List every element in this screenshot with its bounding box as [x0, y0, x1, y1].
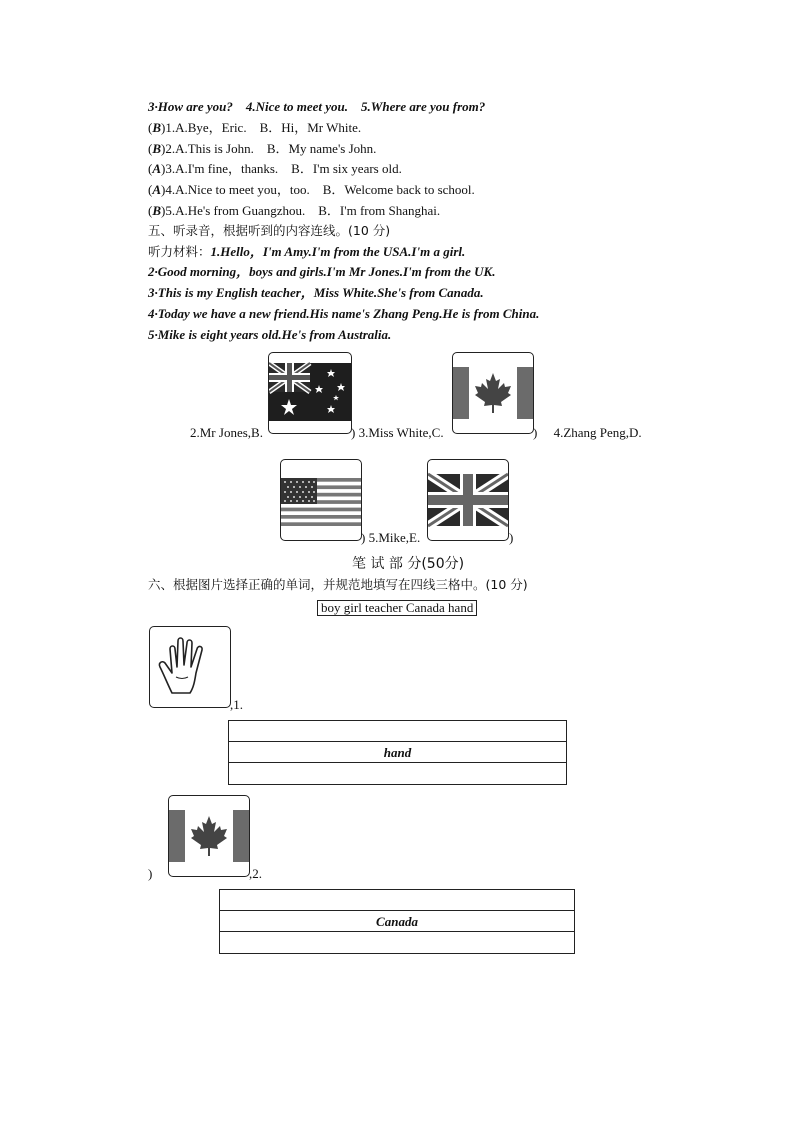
- q2-label: ,2.: [249, 866, 262, 881]
- material-label: 听力材料：: [148, 244, 211, 259]
- answer-text: )3.A.I'm fine，thanks. B．I'm six years old.: [161, 161, 402, 176]
- canada-flag: [452, 352, 534, 434]
- grid-row: [220, 890, 574, 911]
- section6-heading: 六、根据图片选择正确的单词，并规范地填写在四线三格中。(10 分): [148, 577, 528, 592]
- listening-material-2: 2·Good morning，boys and girls.I'm Mr Jones.I'm from the UK.: [148, 264, 496, 279]
- answer-letter: B: [152, 141, 162, 156]
- four-line-grid-1: [228, 720, 567, 785]
- grid-row: [220, 932, 574, 953]
- word-bank: boy girl teacher Canada hand: [317, 600, 477, 616]
- australia-flag: [268, 352, 352, 434]
- answer-text: )2.A.This is John. B．My name's John.: [161, 141, 377, 156]
- hand-icon: [150, 627, 230, 707]
- written-part-title: 笔 试 部 分(50分): [352, 556, 465, 572]
- uk-flag: [427, 459, 509, 541]
- listening-material-5: 5·Mike is eight years old.He's from Australia.: [148, 327, 392, 342]
- answer-text: )4.A.Nice to meet you，too. B．Welcome back to school.: [161, 182, 475, 197]
- match-label-mike: ) 5.Mike,E.: [361, 530, 421, 545]
- answer-line-1: (B)1.A.Bye，Eric. B．Hi，Mr White.: [148, 120, 362, 135]
- grid-answer-canada: Canada: [220, 911, 574, 932]
- listening-material-1: [148, 244, 465, 260]
- match-label-close: ): [509, 530, 514, 545]
- answer-line-2: (B)2.A.This is John. B．My name's John.: [148, 141, 377, 156]
- part4-header: 3·How are you? 4.Nice to meet you. 5.Where are you from?: [148, 99, 486, 114]
- four-line-grid-2: [219, 889, 575, 954]
- answer-letter: B: [152, 120, 162, 135]
- answer-letter: B: [152, 203, 162, 218]
- answer-letter: A: [152, 161, 162, 176]
- answer-text: )5.A.He's from Guangzhou. B．I'm from Shanghai.: [161, 203, 441, 218]
- q2-prefix: ): [148, 866, 153, 881]
- match-label-mr-jones: 2.Mr Jones,B.: [190, 425, 263, 440]
- answer-line-4: (A)4.A.Nice to meet you，too. B．Welcome back to school.: [148, 182, 475, 197]
- answer-text: )1.A.Bye，Eric. B．Hi，Mr White.: [161, 120, 362, 135]
- material-text: 1.Hello，I'm Amy.I'm from the USA.I'm a girl.: [210, 244, 466, 259]
- grid-answer-hand: hand: [229, 742, 566, 763]
- grid-row: [229, 763, 566, 784]
- answer-letter: A: [152, 182, 162, 197]
- answer-line-5: (B)5.A.He's from Guangzhou. B．I'm from Shanghai.: [148, 203, 441, 218]
- match-label-zhang-peng: ) 4.Zhang Peng,D.: [533, 425, 642, 440]
- q1-label: ,1.: [230, 697, 243, 712]
- listening-material-3: 3·This is my English teacher，Miss White.She's from Canada.: [148, 285, 484, 300]
- section5-heading: 五、听录音，根据听到的内容连线。(10 分): [148, 223, 391, 238]
- answer-line-3: (A)3.A.I'm fine，thanks. B．I'm six years old.: [148, 161, 402, 176]
- listening-material-4: 4·Today we have a new friend.His name's Zhang Peng.He is from China.: [148, 306, 540, 321]
- usa-flag: [280, 459, 362, 541]
- match-label-miss-white: ) 3.Miss White,C.: [351, 425, 444, 440]
- canada-flag-picture: [168, 795, 250, 877]
- hand-picture: [149, 626, 231, 708]
- grid-row: [229, 721, 566, 742]
